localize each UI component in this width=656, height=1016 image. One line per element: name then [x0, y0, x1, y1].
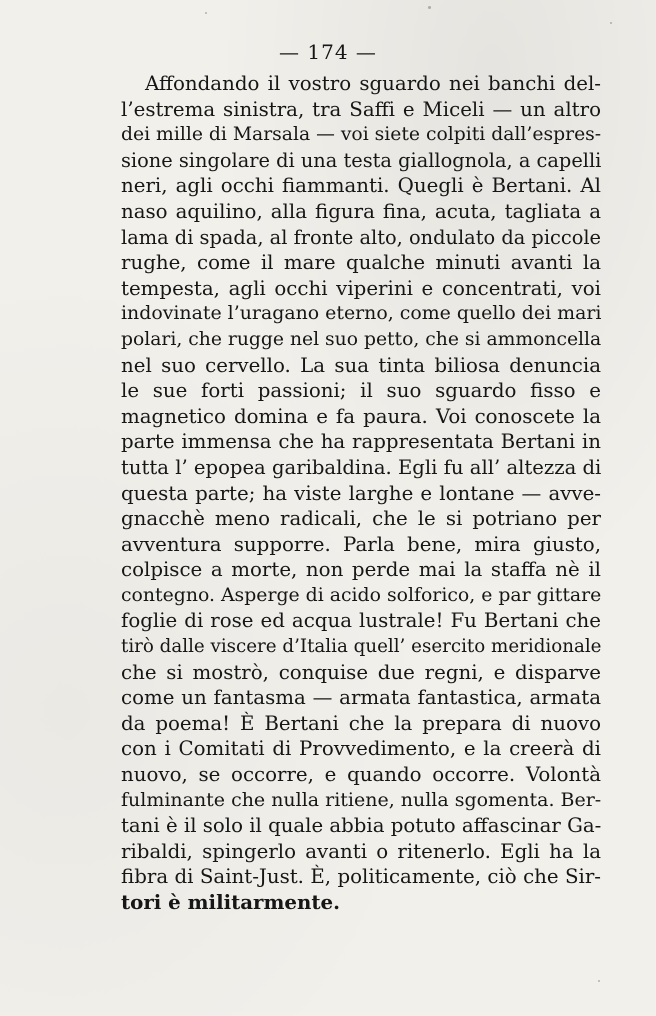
- text-line: tirò dalle viscere d’Italia quell’ esercito meridionale: [121, 636, 602, 658]
- text-line: Affondando il vostro sguardo nei banchi del-: [145, 72, 601, 95]
- text-line: neri, agli occhi fiammanti. Quegli è Bertani. Al: [121, 174, 601, 198]
- text-line: gnacchè meno radicali, che le si potriano per: [121, 507, 601, 531]
- text-line: contegno. Asperge di acido solforico, e par gittare: [121, 584, 602, 606]
- text-line: sione singolare di una testa giallognola, a capelli: [121, 148, 602, 172]
- text-line: che si mostrò, conquise due regni, e disparve: [121, 660, 601, 684]
- text-line: l’estrema sinistra, tra Saffi e Miceli — un altro: [121, 97, 601, 121]
- text-line: tori è militarmente.: [121, 890, 340, 914]
- paper-speck: [598, 980, 600, 982]
- text-line: ribaldi, spingerlo avanti o ritenerlo. Egli ha la: [121, 839, 601, 863]
- text-line: magnetico domina e fa paura. Voi conoscete la: [121, 404, 601, 428]
- text-line: con i Comitati di Provvedimento, e la creerà di: [121, 737, 601, 761]
- text-line: tani è il solo il quale abbia potuto affascinar Ga-: [121, 814, 602, 838]
- text-line: avventura supporre. Parla bene, mira giusto,: [121, 532, 601, 556]
- text-line: lama di spada, al fronte alto, ondulato da piccole: [121, 225, 601, 249]
- text-line: questa parte; ha viste larghe e lontane — avve-: [121, 481, 601, 505]
- paper-speck: [428, 6, 431, 9]
- body-text: [121, 71, 601, 916]
- text-line: colpisce a morte, non perde mai la staffa nè il: [121, 558, 601, 582]
- text-line: fibra di Saint-Just. È, politicamente, ciò che Sir-: [121, 865, 601, 889]
- page-number: — 174 —: [279, 40, 377, 64]
- text-line: nuovo, se occorre, e quando occorre. Volontà: [121, 763, 601, 787]
- paper-speck: [610, 22, 612, 24]
- paper-speck: [205, 12, 207, 14]
- text-line: da poema! È Bertani che la prepara di nuovo: [121, 711, 601, 735]
- text-line: le sue forti passioni; il suo sguardo fisso e: [121, 379, 601, 403]
- text-line: dei mille di Marsala — voi siete colpiti dall’espres-: [121, 124, 602, 146]
- text-line: naso aquilino, alla figura fina, acuta, tagliata a: [121, 199, 601, 223]
- text-line: parte immensa che ha rappresentata Bertani in: [121, 430, 601, 454]
- text-line: nel suo cervello. La sua tinta biliosa denuncia: [121, 353, 601, 377]
- text-line: rughe, come il mare qualche minuti avanti la: [121, 251, 601, 275]
- text-line: tutta l’ epopea garibaldina. Egli fu all’ altezza di: [121, 455, 602, 479]
- text-line: indovinate l’uragano eterno, come quello dei mari: [121, 302, 602, 325]
- text-line: come un fantasma — armata fantastica, armata: [121, 686, 601, 710]
- text-line: fulminante che nulla ritiene, nulla sgomenta. Ber-: [121, 788, 602, 811]
- text-line: tempesta, agli occhi viperini e concentrati, voi: [121, 276, 601, 300]
- text-line: foglie di rose ed acqua lustrale! Fu Bertani che: [121, 609, 601, 633]
- text-line: polari, che rugge nel suo petto, che si ammoncella: [121, 328, 602, 350]
